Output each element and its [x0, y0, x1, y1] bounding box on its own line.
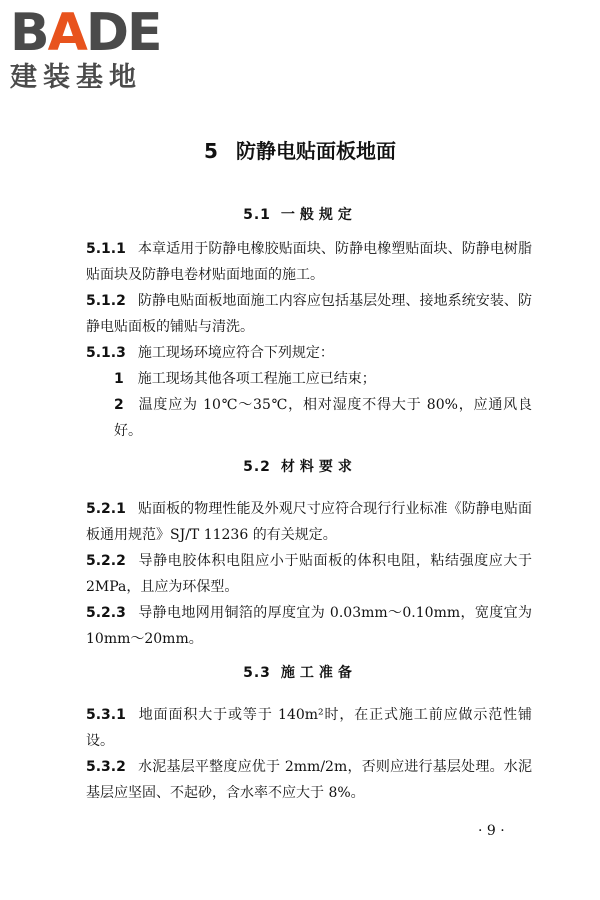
clause-5-2-3: 5.2.3 导静电地网用铜箔的厚度宜为 0.03mm～0.10mm，宽度宜为 10mm～20mm。 [86, 605, 532, 647]
logo-wordmark: BADE [10, 3, 161, 63]
chapter-number: 5 [204, 139, 218, 163]
chapter-title-text: 防静电贴面板地面 [235, 139, 396, 163]
section-title-5-3: 5.3 施工准备 [243, 665, 357, 681]
clause-5-3-2: 5.3.2 水泥基层平整度应优于 2mm/2m，否则应进行基层处理。水泥基层应坚固、不起砂，含水率不应大于 8%。 [86, 759, 532, 801]
clause-5-3-1: 5.3.1 地面面积大于或等于 140m²时，在正式施工前应做示范性铺设。 [86, 707, 532, 749]
clause-5-1-3: 5.1.3 施工现场环境应符合下列规定： [86, 345, 334, 361]
clause-5-1-2: 5.1.2 防静电贴面板地面施工内容应包括基层处理、接地系统安装、防静电贴面板的铺贴与清洗。 [86, 293, 532, 335]
clause-5-2-2: 5.2.2 导静电胶体积电阻应小于贴面板的体积电阻，粘结强度应大于 2MPa，且应为环保型。 [86, 553, 532, 595]
clause-5-1-1: 5.1.1 本章适用于防静电橡胶贴面块、防静电橡塑贴面块、防静电树脂贴面块及防静电卷材贴面地面的施工。 [86, 241, 532, 283]
clause-5-2-1: 5.2.1 贴面板的物理性能及外观尺寸应符合现行行业标准《防静电贴面板通用规范》SJ/T 11236 的有关规定。 [86, 501, 532, 543]
section-title-5-2: 5.2 材料要求 [243, 459, 357, 475]
chapter-title [0, 137, 600, 165]
logo-subtitle: 建装基地 [10, 62, 142, 93]
clause-5-1-3-item-2: 2 温度应为 10℃～35℃，相对湿度不得大于 80%，应通风良好。 [114, 397, 532, 439]
page-number: · 9 · [478, 823, 505, 839]
bade-logo [10, 3, 180, 96]
clause-5-1-3-item-1: 1 施工现场其他各项工程施工应已结束； [114, 371, 376, 387]
section-title-5-1: 5.1 一般规定 [243, 207, 357, 223]
